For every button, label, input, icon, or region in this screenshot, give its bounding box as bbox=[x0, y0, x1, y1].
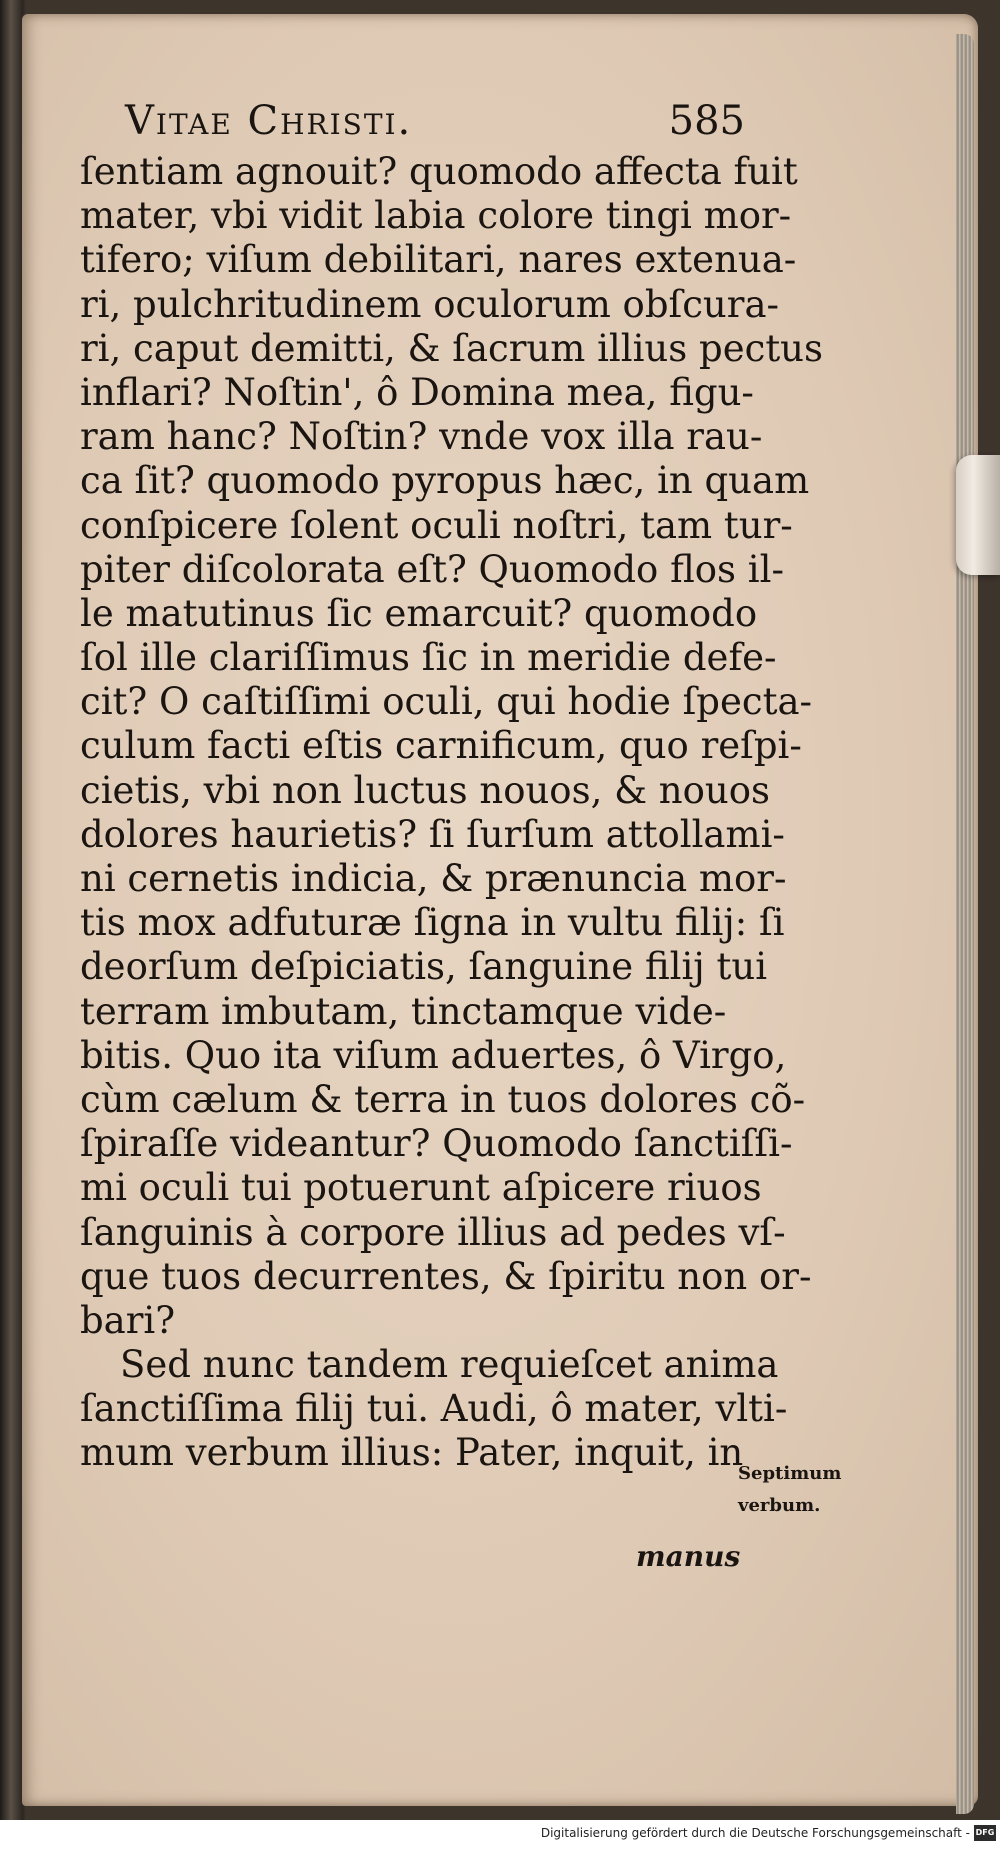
margin-note-line: verbum. bbox=[738, 1495, 821, 1516]
text-line: ram hanc? Noſtin? vnde vox illa rau- bbox=[80, 415, 763, 459]
text-line: mater, vbi vidit labia colore tingi mor- bbox=[80, 194, 792, 238]
text-line: bitis. Quo ita viſum aduertes, ô Virgo, bbox=[80, 1033, 787, 1077]
text-line: mi oculi tui potuerunt aſpicere riuos bbox=[80, 1166, 762, 1210]
page-edges bbox=[956, 34, 974, 1814]
text-line: ca ſit? quomodo pyropus hæc, in quam bbox=[80, 459, 810, 503]
text-line: cit? O caſtiſſimi oculi, qui hodie ſpecta- bbox=[80, 680, 813, 724]
text-line: piter diſcolorata eſt? Quomodo flos il- bbox=[80, 547, 784, 591]
text-line: tis mox adfuturæ ſigna in vultu filij: ſi bbox=[80, 901, 785, 945]
text-line: cùm cælum & terra in tuos dolores cõ- bbox=[80, 1077, 806, 1121]
text-line: ſol ille clariſſimus ſic in meridie defe- bbox=[80, 636, 777, 680]
page-header bbox=[125, 98, 745, 158]
text-line: Sed nunc tandem requieſcet anima bbox=[120, 1343, 779, 1387]
text-line: ſentiam agnouit? quomodo affecta fuit bbox=[80, 150, 798, 193]
text-line: que tuos decurrentes, & ſpiritu non or- bbox=[80, 1254, 812, 1298]
text-line: dolores haurietis? ſi ſurſum attollami- bbox=[80, 812, 785, 856]
footer-credit: Digitalisierung gefördert durch die Deutsche Forschungsgemeinschaft - bbox=[540, 1826, 970, 1840]
book-binding-edge bbox=[0, 0, 22, 1849]
book-clasp bbox=[956, 455, 1000, 575]
digitization-footer bbox=[0, 1820, 1000, 1849]
margin-note bbox=[738, 1458, 888, 1522]
catchword: manus bbox=[636, 1540, 741, 1573]
text-line: culum facti eſtis carnificum, quo reſpi- bbox=[80, 724, 802, 768]
text-line: ſpiraſſe videantur? Quomodo ſanctiſſi- bbox=[80, 1122, 793, 1166]
text-line: deorſum deſpiciatis, ſanguine filij tui bbox=[80, 945, 768, 989]
running-title: Vitae Christi. bbox=[125, 98, 413, 144]
text-line: cietis, vbi non luctus nouos, & nouos bbox=[80, 768, 770, 812]
text-line: mum verbum illius: Pater, inquit, in bbox=[80, 1431, 744, 1475]
text-line: inflari? Noſtin', ô Domina mea, figu- bbox=[80, 370, 754, 414]
text-line: ri, pulchritudinem oculorum obſcura- bbox=[80, 282, 780, 326]
text-line: tifero; viſum debilitari, nares extenua- bbox=[80, 238, 797, 282]
text-line: ſanctiſſima filij tui. Audi, ô mater, vlti- bbox=[80, 1387, 788, 1431]
page-number: 585 bbox=[668, 98, 745, 144]
text-line: ni cernetis indicia, & prænuncia mor- bbox=[80, 857, 787, 900]
text-line: le matutinus ſic emarcuit? quomodo bbox=[80, 591, 758, 635]
margin-note-line: Septimum bbox=[738, 1463, 842, 1484]
dfg-logo-icon: DFG bbox=[974, 1825, 996, 1841]
text-line: bari? bbox=[80, 1298, 176, 1342]
text-line: terram imbutam, tinctamque vide- bbox=[80, 989, 727, 1033]
text-line: ri, caput demitti, & ſacrum illius pectus bbox=[80, 326, 823, 370]
text-line: conſpicere ſolent oculi noſtri, tam tur- bbox=[80, 503, 793, 547]
text-line: ſanguinis à corpore illius ad pedes vſ- bbox=[80, 1210, 786, 1254]
